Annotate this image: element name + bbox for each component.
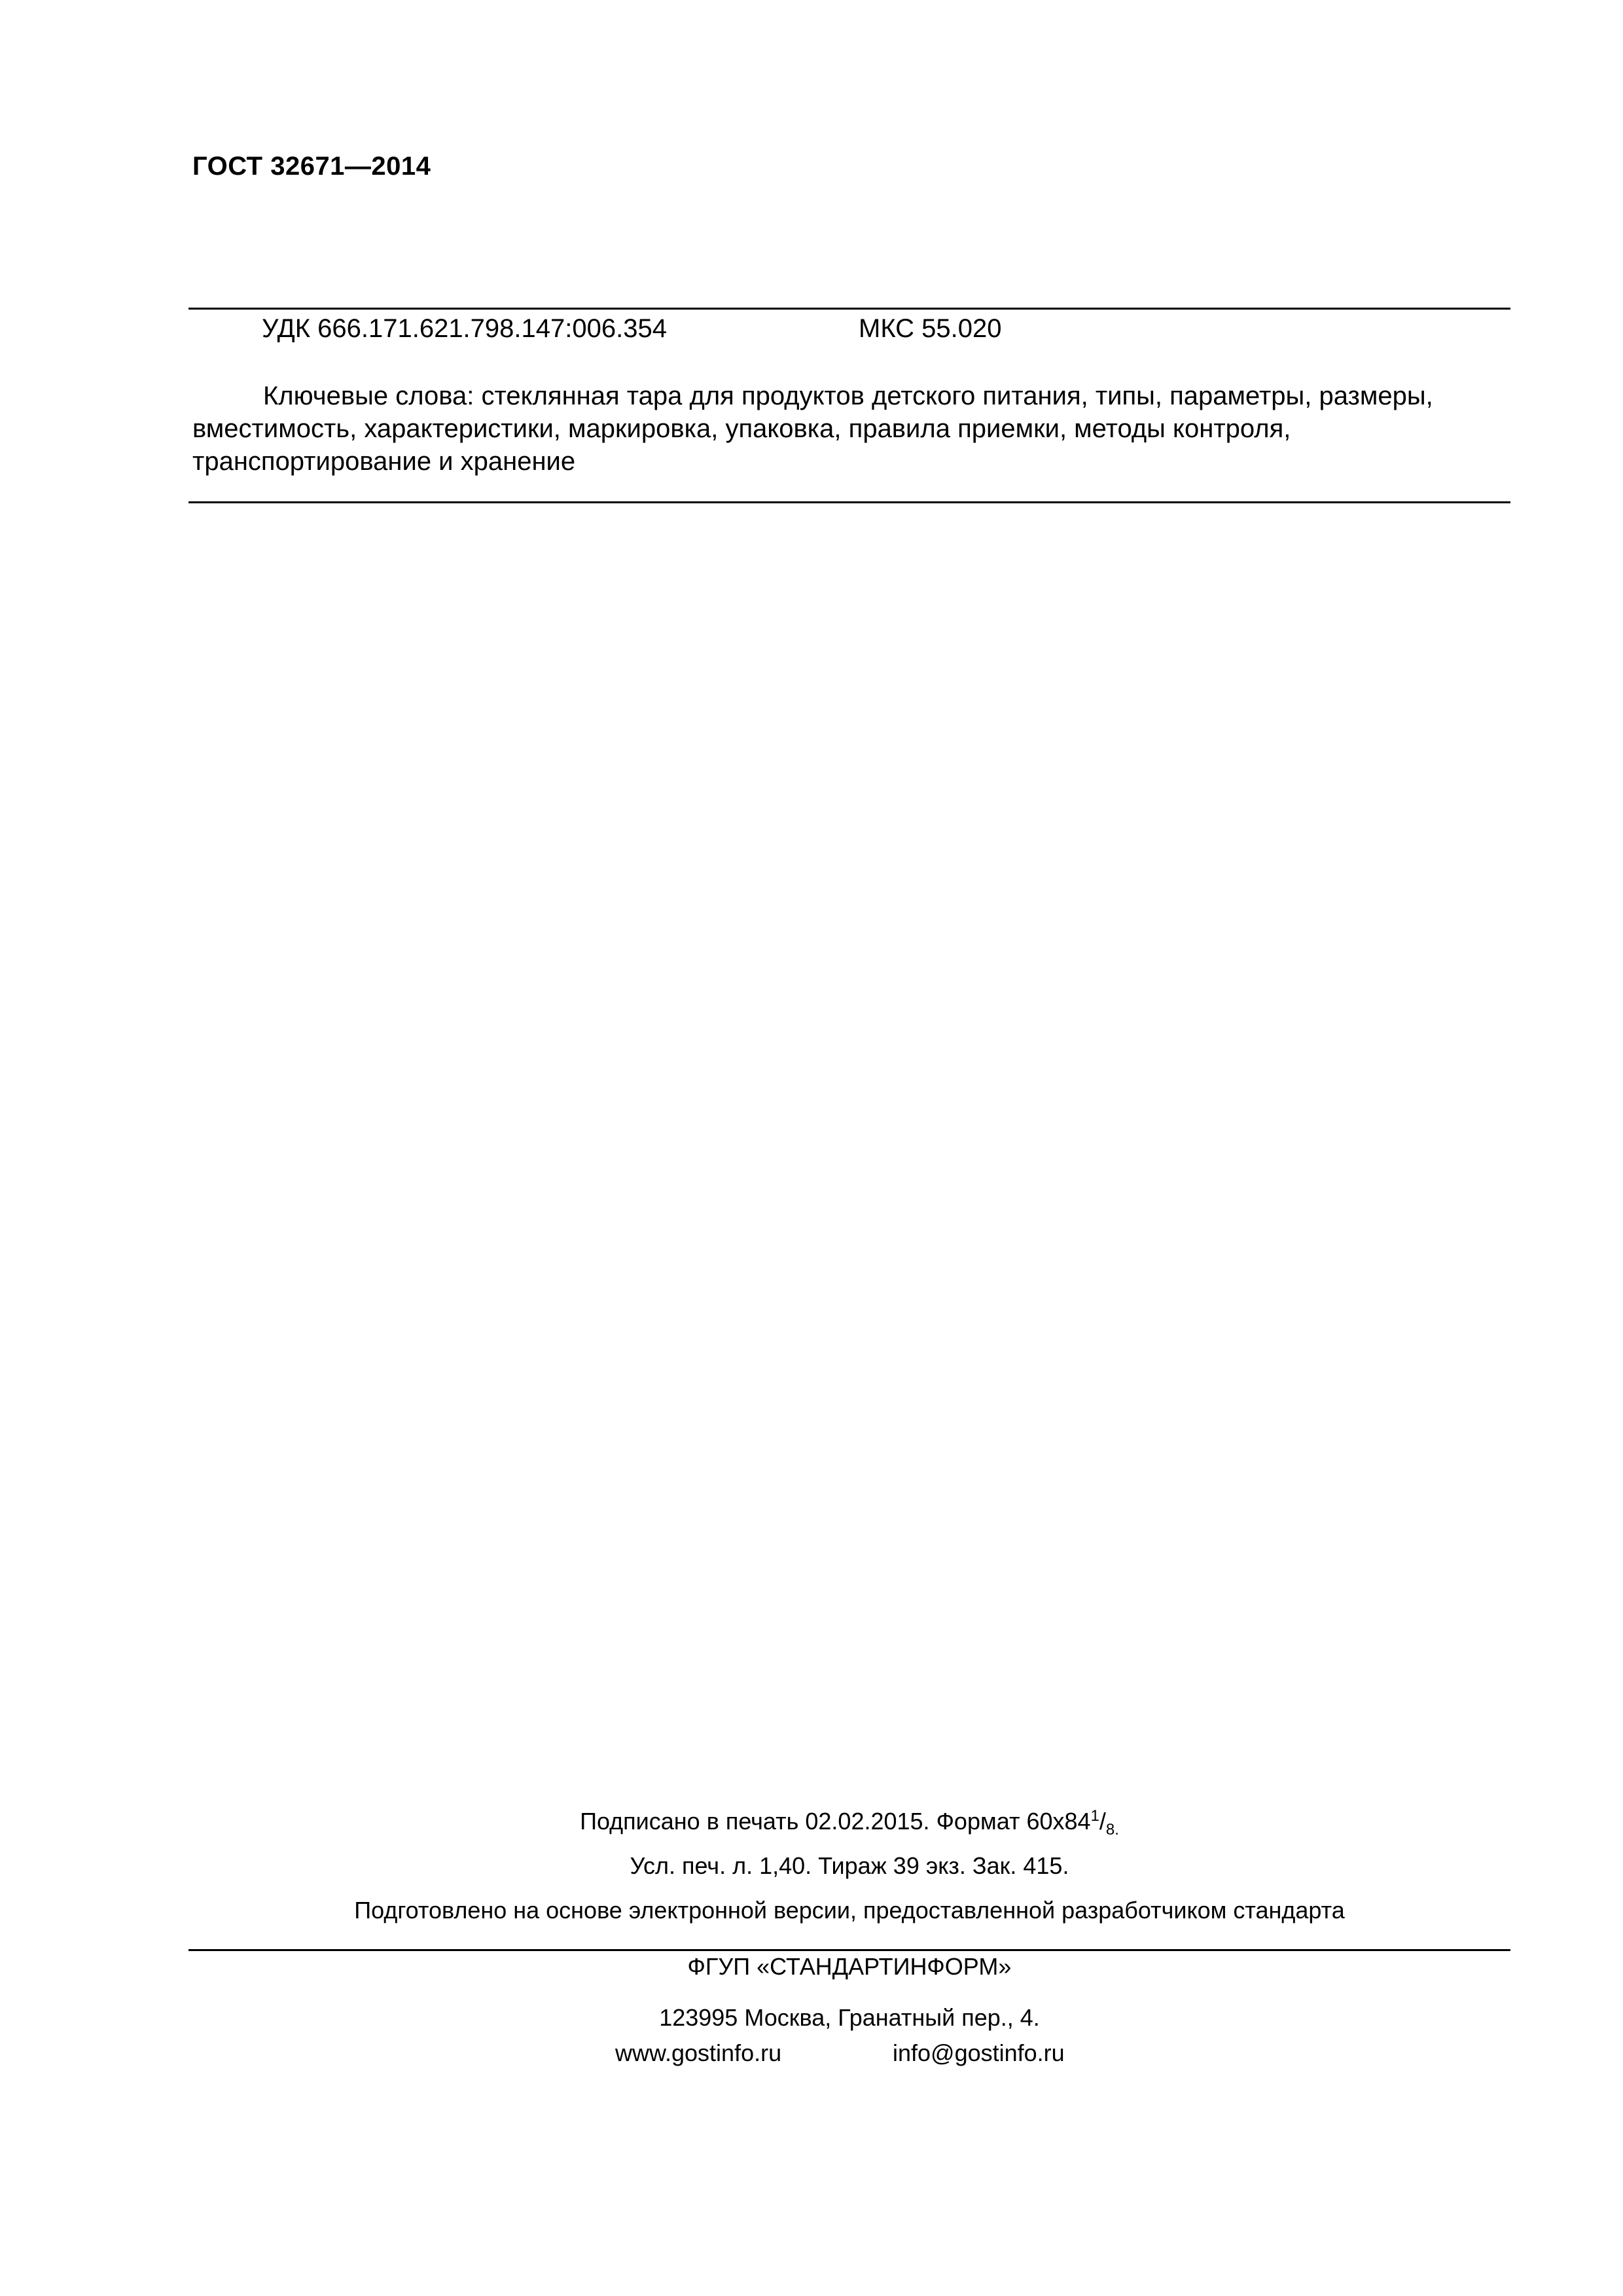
print-info-line: Усл. печ. л. 1,40. Тираж 39 экз. Зак. 415.: [630, 1852, 1069, 1879]
format-subscript: 8.: [1105, 1821, 1119, 1839]
standard-number-header: ГОСТ 32671—2014: [192, 152, 431, 181]
publisher-name: ФГУП «СТАНДАРТИНФОРМ»: [687, 1953, 1012, 1980]
publisher-address: 123995 Москва, Гранатный пер., 4.: [659, 2004, 1040, 2031]
keywords-bottom-divider: [188, 501, 1510, 503]
keywords-paragraph: Ключевые слова: стеклянная тара для продуктов детского питания, типы, параметры, размеры, вместимость, характеристики, маркировка, упаковка, правила приемки, методы контроля, транспортирование и хранение: [192, 382, 1433, 476]
signed-for-print-text: Подписано в печать 02.02.2015. Формат 60х84: [580, 1808, 1091, 1835]
udk-code: УДК 666.171.621.798.147:006.354: [262, 314, 667, 343]
publisher-email-link[interactable]: info@gostinfo.ru: [893, 2039, 1065, 2066]
mks-code: МКС 55.020: [859, 314, 1002, 343]
publisher-website-link[interactable]: www.gostinfo.ru: [615, 2039, 782, 2066]
format-superscript: 1: [1090, 1807, 1099, 1825]
publisher-top-divider: [188, 1949, 1510, 1951]
top-divider: [188, 308, 1510, 310]
prepared-note-line: Подготовлено на основе электронной версии, предоставленной разработчиком стандарта: [354, 1897, 1345, 1924]
format-slash: /: [1099, 1808, 1106, 1835]
signed-for-print-line: [188, 1807, 1510, 1839]
